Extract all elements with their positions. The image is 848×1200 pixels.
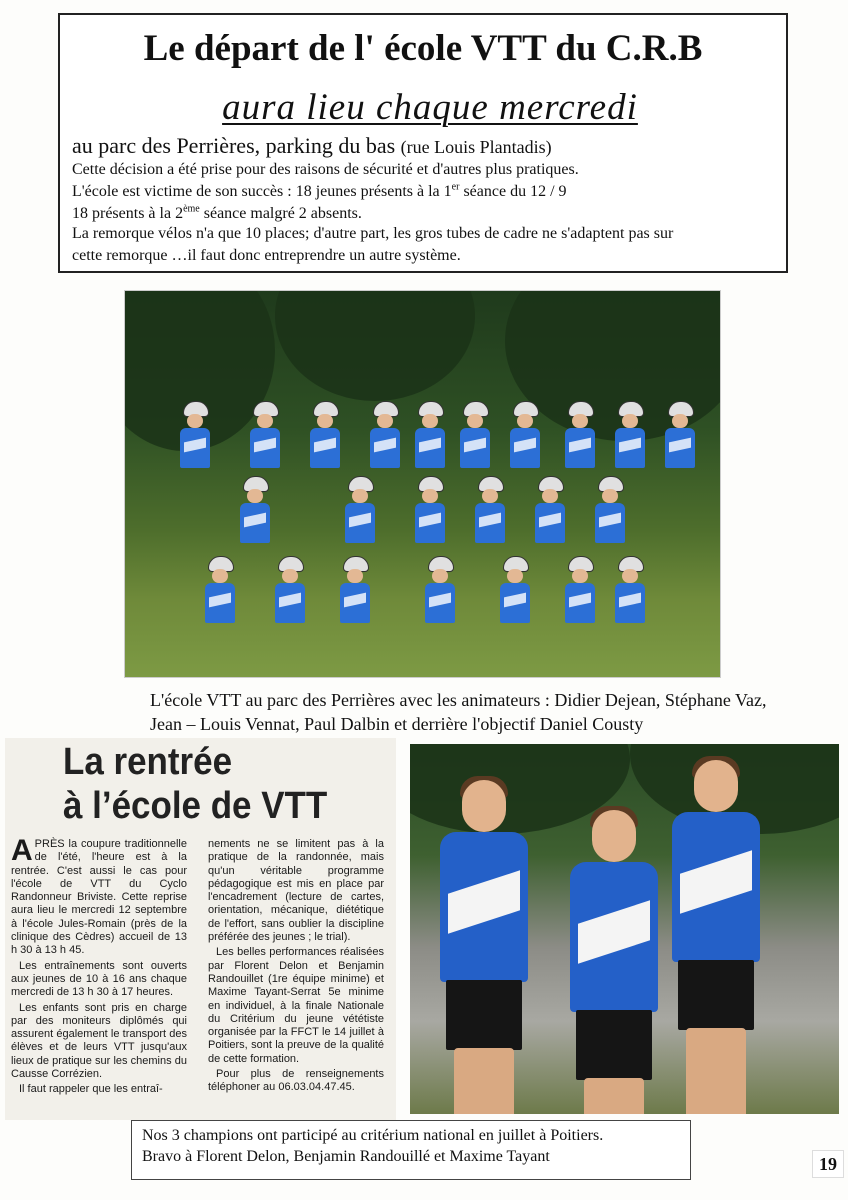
rider-figure (425, 556, 455, 626)
caption-line-2: Bravo à Florent Delon, Benjamin Randouillé et Maxime Tayant (142, 1148, 550, 1165)
location-line (72, 133, 552, 160)
rider-figure (275, 556, 305, 626)
clipping-title (63, 740, 327, 828)
champions-photo (410, 744, 839, 1114)
drop-cap: A (11, 834, 33, 867)
rider-figure (510, 401, 540, 471)
group-photo (124, 290, 721, 678)
rider-figure (415, 401, 445, 471)
rider-figure (500, 556, 530, 626)
rider-figure (370, 401, 400, 471)
header-box (58, 13, 788, 273)
caption-line-2: Jean – Louis Vennat, Paul Dalbin et derrière l'objectif Daniel Cousty (150, 714, 644, 734)
body-line-2: L'école est victime de son succès : 18 jeunes présents à la 1er séance du 12 / 9 (72, 181, 567, 200)
clipping-title-line-1: La rentrée (63, 741, 233, 783)
rider-figure (535, 476, 565, 546)
rider-figure (310, 401, 340, 471)
location-main: au parc des Perrières, parking du bas (72, 133, 396, 158)
rider-figure (205, 556, 235, 626)
rider-figure (340, 556, 370, 626)
tree-foliage (275, 290, 475, 401)
clipping-paragraph: APRÈS la coupure traditionnelle de l'été, l'heure est à la rentrée. C'est aussi le cas pour l'école de VTT du Cyclo Randonneur Briviste. Cette reprise aura lieu le mercredi 12 septembre à l'école Jules-Romain (près de la clinique des Cèdres) accueil de 13 h 30 à 13 h 45. (11, 834, 187, 957)
rider-figure (615, 401, 645, 471)
body-line-3: 18 présents à la 2ème séance malgré 2 absents. (72, 203, 362, 222)
caption-line-1: L'école VTT au parc des Perrières avec les animateurs : Didier Dejean, Stéphane Vaz, (150, 690, 767, 710)
clipping-column-2 (208, 838, 384, 1097)
rider-figure (565, 401, 595, 471)
body-line-1: Cette décision a été prise pour des raisons de sécurité et d'autres plus pratiques. (72, 161, 579, 178)
champions-caption (131, 1120, 691, 1180)
clipping-paragraph: nements ne se limitent pas à la pratique de la randonnée, mais qu'un véritable programme pédagogique est mis en place par l'encadrement (lecture de cartes, orientation, mécanique, diététique de l'effort, sans oublier la discipline préférée des jeunes ; le trial). (208, 838, 384, 944)
rider-figure (415, 476, 445, 546)
group-photo-caption (150, 688, 770, 736)
caption-line-1: Nos 3 champions ont participé au critérium national en juillet à Poitiers. (142, 1127, 604, 1144)
rider-figure (250, 401, 280, 471)
rider-figure (460, 401, 490, 471)
clipping-paragraph: Les belles performances réalisées par Florent Delon et Benjamin Randouillet (1re équipe minime) et Maxime Tayant-Serrat 5e minime en individuel, à la finale Nationale du Critérium du jeune vététiste organisée par la FFCT le 14 juillet à Poitiers, sont la preuve de la qualité de cette formation. (208, 946, 384, 1065)
page-number: 19 (812, 1150, 844, 1178)
rider-figure (475, 476, 505, 546)
rider-figure (240, 476, 270, 546)
rider-figure (595, 476, 625, 546)
newspaper-clipping (5, 738, 396, 1120)
rider-figure (345, 476, 375, 546)
clipping-title-line-2: à l’école de VTT (63, 785, 328, 827)
body-line-4: La remorque vélos n'a que 10 places; d'autre part, les gros tubes de cadre ne s'adaptent pas sur (72, 225, 674, 242)
body-line-5: cette remorque …il faut donc entreprendre un autre système. (72, 247, 461, 264)
clipping-paragraph: Les entraînements sont ouverts aux jeunes de 10 à 16 ans chaque mercredi de 13 h 30 à 17 heures. (11, 959, 187, 999)
clipping-paragraph: Pour plus de renseignements téléphoner au 06.03.04.47.45. (208, 1068, 384, 1094)
location-detail: (rue Louis Plantadis) (400, 137, 552, 157)
rider-figure (180, 401, 210, 471)
clipping-column-1 (11, 834, 187, 1099)
rider-figure (665, 401, 695, 471)
rider-figure (615, 556, 645, 626)
rider-figure (565, 556, 595, 626)
headline: Le départ de l' école VTT du C.R.B (143, 28, 703, 69)
clipping-paragraph: Il faut rappeler que les entraî- (19, 1083, 163, 1096)
clipping-paragraph: Les enfants sont pris en charge par des moniteurs diplômés qui assurent également le transport des élèves et de leurs VTT jusqu'aux lieux de pratique sur les chemins du Causse Corrézien. (11, 1001, 187, 1081)
subheadline: aura lieu chaque mercredi (222, 87, 638, 128)
